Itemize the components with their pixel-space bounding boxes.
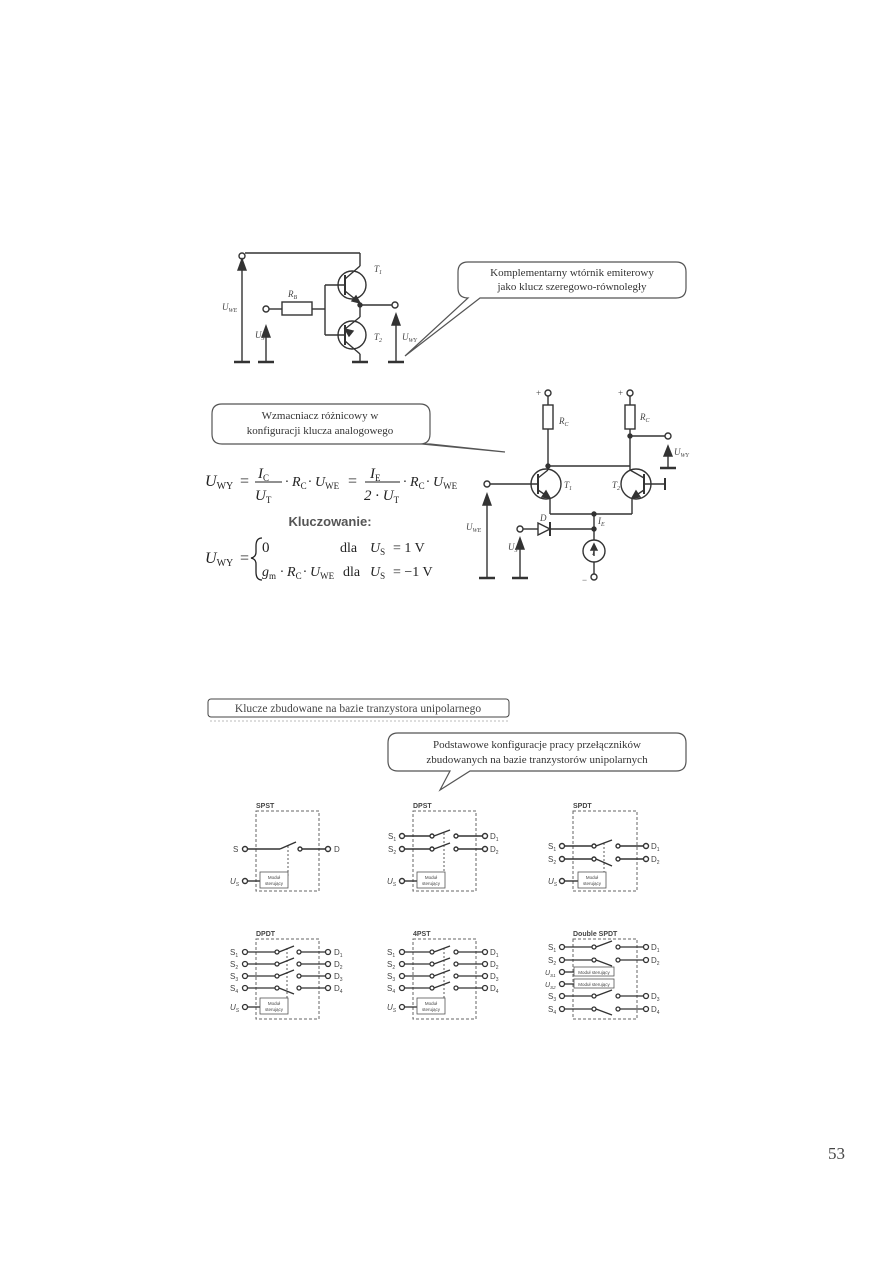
svg-text:UWY: UWY xyxy=(205,550,234,569)
rc-left-label: $R_C$ xyxy=(559,416,569,428)
case1-value: 0 xyxy=(262,540,270,556)
svg-text:US: $U_S$ xyxy=(230,1003,240,1014)
svg-text:Double SPDT: Double SPDT xyxy=(573,931,618,938)
svg-text:=: = xyxy=(240,550,250,567)
svg-text:Moduł sterujący: Moduł sterujący xyxy=(578,970,610,975)
diagram-4pst xyxy=(387,931,499,1019)
svg-text:US: $U_S$ xyxy=(387,877,397,888)
svg-text:S1: $S_1$ xyxy=(388,832,397,843)
formula-f1-den: $U_T$ xyxy=(255,488,272,505)
switching-cases-formula xyxy=(205,538,433,581)
callout2-line2: konfiguracji klucza analogowego xyxy=(246,425,394,437)
svg-text:US1: $U_{S1}$ xyxy=(545,970,556,978)
svg-text:sterujący: sterujący xyxy=(421,881,441,886)
svg-text:Moduł: Moduł xyxy=(585,875,599,880)
svg-text:D3: $D_3$ xyxy=(490,972,499,983)
svg-text:S3: $S_3$ xyxy=(230,972,239,983)
case2-uwe: · $U_{WE}$ xyxy=(303,565,335,581)
svg-text:S3: $S_3$ xyxy=(387,972,396,983)
case2-rhs: = −1 V xyxy=(393,565,433,580)
diagram-spst xyxy=(230,803,340,891)
callout-fet-switches xyxy=(388,733,686,790)
svg-text:D1: $D_1$ xyxy=(490,832,499,843)
svg-text:D: D xyxy=(334,845,340,854)
us-label: $U_S$ xyxy=(508,542,518,554)
svg-text:D4: $D_4$ xyxy=(334,984,343,995)
case2-rc: · $R_C$ xyxy=(280,565,302,581)
callout2-line1: Wzmacniacz różnicowy w xyxy=(261,410,379,422)
formula-rc2: · $R_C$ xyxy=(403,475,425,491)
svg-text:US: $U_S$ xyxy=(387,1003,397,1014)
svg-text:S2: $S_2$ xyxy=(548,855,557,866)
formula-f2-den: $2 \cdot U_T$ xyxy=(364,488,400,505)
svg-text:S2: $S_2$ xyxy=(548,956,557,967)
formula-uwe2: · $U_{WE}$ xyxy=(426,475,458,491)
section-heading: Klucze zbudowane na bazie tranzystora unipolarnego xyxy=(234,703,482,715)
formula-eq2: = xyxy=(348,473,358,490)
svg-text:D1: $D_1$ xyxy=(490,948,499,959)
case2-gm: $g_m$ xyxy=(262,565,277,581)
svg-text:S1: $S_1$ xyxy=(548,943,557,954)
svg-text:Moduł: Moduł xyxy=(424,1001,438,1006)
svg-text:S: S xyxy=(233,845,239,854)
svg-text:D1: $D_1$ xyxy=(334,948,343,959)
svg-text:D1: $D_1$ xyxy=(651,842,660,853)
section-heading-box xyxy=(208,699,509,717)
callout1-line1: Komplementarny wtórnik emiterowy xyxy=(490,267,654,279)
formula-f2-num: $I_E$ xyxy=(370,466,381,483)
minus-label: − xyxy=(582,575,588,585)
svg-text:Moduł sterujący: Moduł sterujący xyxy=(578,982,610,987)
svg-text:DPDT: DPDT xyxy=(256,931,276,938)
svg-text:US2: $U_{S2}$ xyxy=(545,982,556,990)
svg-text:D3: $D_3$ xyxy=(651,992,660,1003)
diagram-spdt xyxy=(548,803,660,891)
case1-rhs: = 1 V xyxy=(393,541,425,556)
svg-text:S1: $S_1$ xyxy=(387,948,396,959)
svg-text:S4: $S_4$ xyxy=(230,984,239,995)
diagram-double-spdt xyxy=(545,931,660,1019)
svg-text:sterujący: sterujący xyxy=(582,881,602,886)
diagram-dpdt xyxy=(230,931,343,1019)
diode-label: D xyxy=(540,513,547,523)
svg-text:D2: $D_2$ xyxy=(490,845,499,856)
formula-lhs: UWY xyxy=(205,473,234,492)
case2-dla: dla xyxy=(343,565,361,580)
subheading-kluczowanie: Kluczowanie: xyxy=(288,514,372,529)
us-label: $U_S$ xyxy=(255,330,265,342)
svg-text:Moduł: Moduł xyxy=(267,1001,281,1006)
svg-text:SPDT: SPDT xyxy=(573,803,592,810)
callout1-line2: jako klucz szeregowo-równoległy xyxy=(497,281,647,293)
callout3-line2: zbudowanych na bazie tranzystorów unipolarnych xyxy=(426,754,648,766)
svg-text:S4: $S_4$ xyxy=(387,984,396,995)
svg-text:sterujący: sterujący xyxy=(264,1007,284,1012)
t1-label: $T_1$ xyxy=(374,264,383,276)
page-number: 53 xyxy=(828,1144,845,1163)
svg-text:S1: $S_1$ xyxy=(230,948,239,959)
case1-us: $U_S$ xyxy=(370,541,386,557)
callout-differential-amplifier xyxy=(212,404,505,452)
gain-formula xyxy=(205,466,458,505)
svg-text:D1: $D_1$ xyxy=(651,943,660,954)
svg-text:S2: $S_2$ xyxy=(230,960,239,971)
uwy-label: $U_{WY}$ xyxy=(402,332,417,344)
svg-text:S2: $S_2$ xyxy=(388,845,397,856)
uwe-label: $U_{WE}$ xyxy=(222,302,238,314)
uwy-label: $U_{WY}$ xyxy=(674,447,689,459)
t2-label: $T_2$ xyxy=(612,480,621,492)
uwe-label: $U_{WE}$ xyxy=(466,522,482,534)
emitter-follower-labels xyxy=(222,264,417,344)
source-label: I xyxy=(592,548,595,557)
svg-text:SPST: SPST xyxy=(256,803,275,810)
svg-text:D2: $D_2$ xyxy=(651,956,660,967)
formula-rc1: · $R_C$ xyxy=(285,475,307,491)
svg-text:US: $U_S$ xyxy=(230,877,240,888)
callout3-line1: Podstawowe konfiguracje pracy przełączników xyxy=(432,739,642,751)
svg-text:S1: $S_1$ xyxy=(548,842,557,853)
plus-left: + xyxy=(536,388,542,398)
svg-text:D2: $D_2$ xyxy=(334,960,343,971)
svg-text:S3: $S_3$ xyxy=(548,992,557,1003)
svg-text:Moduł: Moduł xyxy=(267,875,281,880)
t2-label: $T_2$ xyxy=(374,332,383,344)
svg-text:DPST: DPST xyxy=(413,803,432,810)
svg-text:S2: $S_2$ xyxy=(387,960,396,971)
formula-f1-num: $I_C$ xyxy=(258,466,270,483)
t1-label: $T_1$ xyxy=(564,480,573,492)
svg-text:Moduł: Moduł xyxy=(424,875,438,880)
formula-uwe1: · $U_{WE}$ xyxy=(308,475,340,491)
formula-eq1: = xyxy=(240,473,250,490)
plus-right: + xyxy=(618,388,624,398)
ie-label: $I_E$ xyxy=(598,516,605,528)
rc-right-label: $R_C$ xyxy=(640,412,650,424)
svg-text:sterujący: sterujący xyxy=(264,881,284,886)
svg-text:sterujący: sterujący xyxy=(421,1007,441,1012)
svg-text:4PST: 4PST xyxy=(413,931,431,938)
case2-us: $U_S$ xyxy=(370,565,386,581)
svg-text:D4: $D_4$ xyxy=(651,1005,660,1016)
callout-complementary-follower xyxy=(405,262,686,356)
diagram-dpst xyxy=(387,803,499,891)
case1-dla: dla xyxy=(340,541,358,556)
svg-text:S4: $S_4$ xyxy=(548,1005,557,1016)
svg-text:D3: $D_3$ xyxy=(334,972,343,983)
svg-text:US: $U_S$ xyxy=(548,877,558,888)
svg-text:D2: $D_2$ xyxy=(651,855,660,866)
svg-text:D2: $D_2$ xyxy=(490,960,499,971)
svg-text:D4: $D_4$ xyxy=(490,984,499,995)
rb-label: $R_B$ xyxy=(288,289,298,301)
differential-amplifier-labels xyxy=(466,388,689,585)
